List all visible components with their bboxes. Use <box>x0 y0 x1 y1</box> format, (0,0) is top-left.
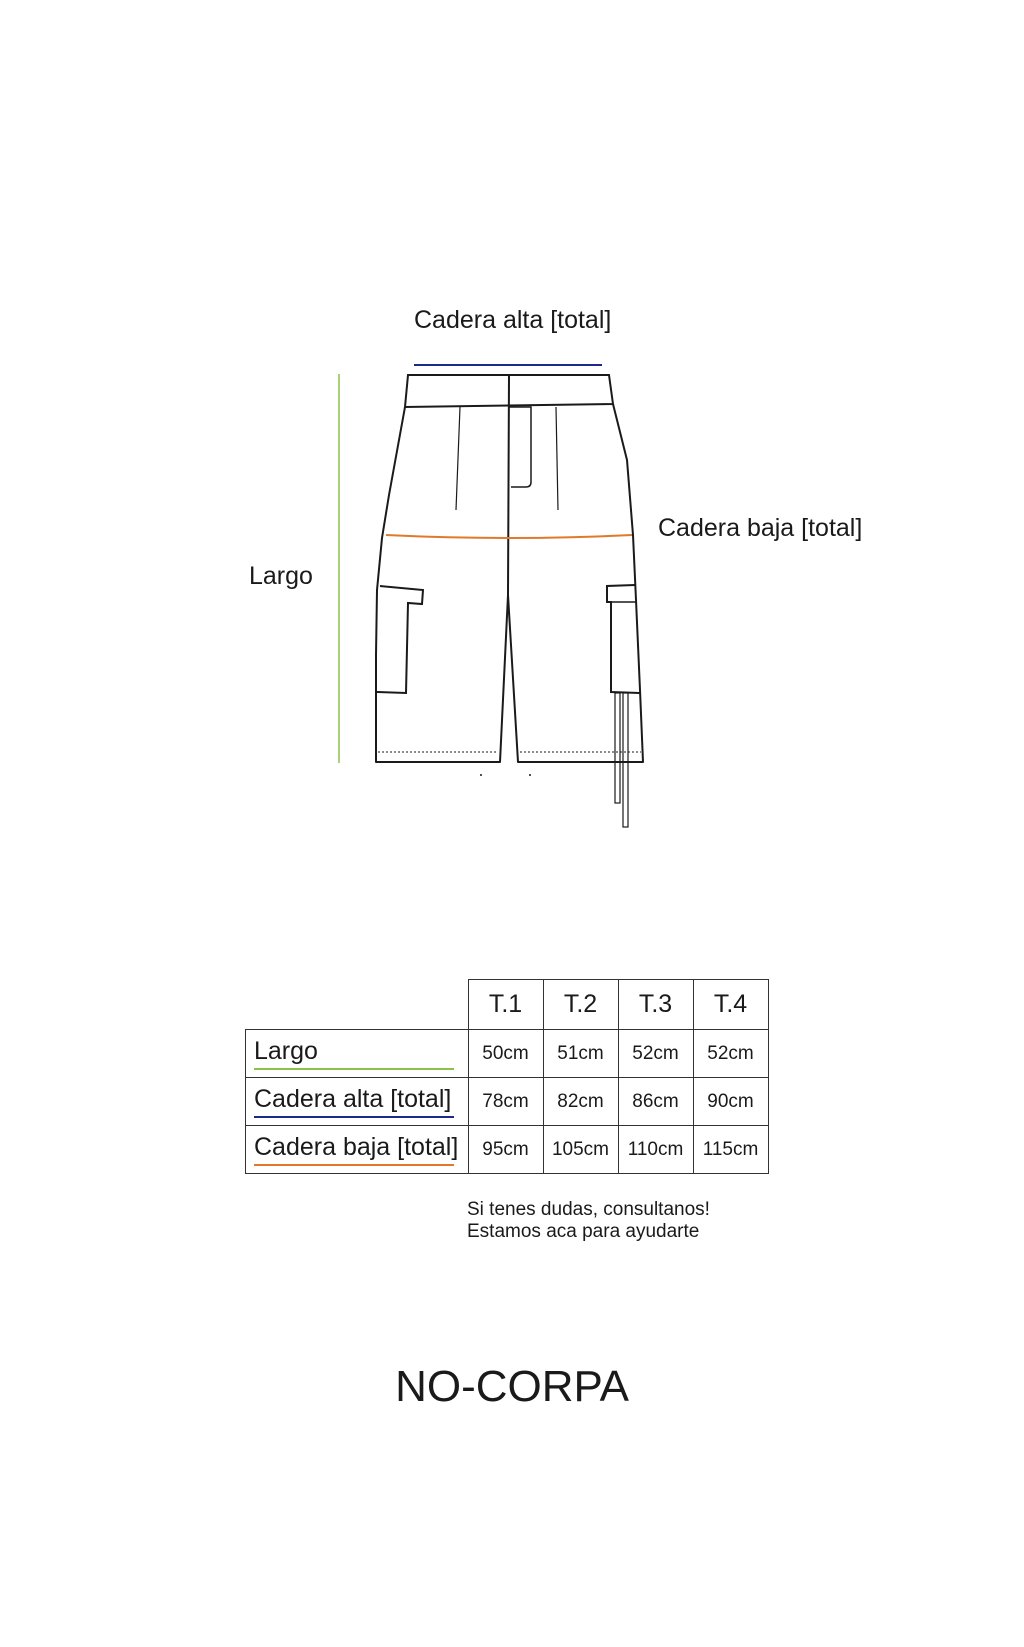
pleat-right <box>556 407 558 510</box>
table-row <box>246 1126 769 1174</box>
table-row <box>246 1030 769 1078</box>
size-table <box>245 979 769 1174</box>
table-cell: 82cm <box>543 1078 618 1126</box>
table-cell: 90cm <box>693 1078 768 1126</box>
cadera-baja-label: Cadera baja [total] <box>658 514 863 542</box>
table-corner <box>246 980 469 1030</box>
table-cell: 52cm <box>618 1030 693 1078</box>
size-header: T.3 <box>618 980 693 1030</box>
dot <box>529 774 531 776</box>
pleat-left <box>456 407 460 510</box>
row-label <box>246 1030 469 1078</box>
table-cell: 50cm <box>468 1030 543 1078</box>
size-header: T.1 <box>468 980 543 1030</box>
help-note-line2: Estamos aca para ayudarte <box>467 1221 700 1242</box>
table-cell: 95cm <box>468 1126 543 1174</box>
table-cell: 86cm <box>618 1078 693 1126</box>
center-seam <box>508 375 509 595</box>
table-cell: 78cm <box>468 1078 543 1126</box>
largo-label: Largo <box>249 562 313 590</box>
cargo-pocket-left <box>377 586 423 693</box>
row-color-line <box>254 1164 454 1166</box>
cargo-pocket-right <box>607 585 640 693</box>
table-cell: 51cm <box>543 1030 618 1078</box>
drawstring-2 <box>623 693 628 827</box>
row-color-line <box>254 1068 454 1070</box>
brand-name: NO-CORPA <box>395 1362 629 1411</box>
table-cell: 105cm <box>543 1126 618 1174</box>
row-label-text: Largo <box>254 1037 318 1065</box>
fly <box>509 407 531 487</box>
drawstring-1 <box>615 693 620 803</box>
size-header: T.2 <box>543 980 618 1030</box>
help-note-line1: Si tenes dudas, consultanos! <box>467 1199 710 1220</box>
table-row <box>246 1078 769 1126</box>
table-cell: 110cm <box>618 1126 693 1174</box>
size-header: T.4 <box>693 980 768 1030</box>
row-label-text: Cadera baja [total] <box>254 1133 459 1161</box>
cadera-alta-label: Cadera alta [total] <box>414 306 612 334</box>
row-label <box>246 1078 469 1126</box>
help-note <box>467 1199 710 1243</box>
table-cell: 52cm <box>693 1030 768 1078</box>
table-header-row <box>246 980 769 1030</box>
row-label-text: Cadera alta [total] <box>254 1085 452 1113</box>
table-cell: 115cm <box>693 1126 768 1174</box>
dot <box>480 774 482 776</box>
row-label <box>246 1126 469 1174</box>
row-color-line <box>254 1116 454 1118</box>
